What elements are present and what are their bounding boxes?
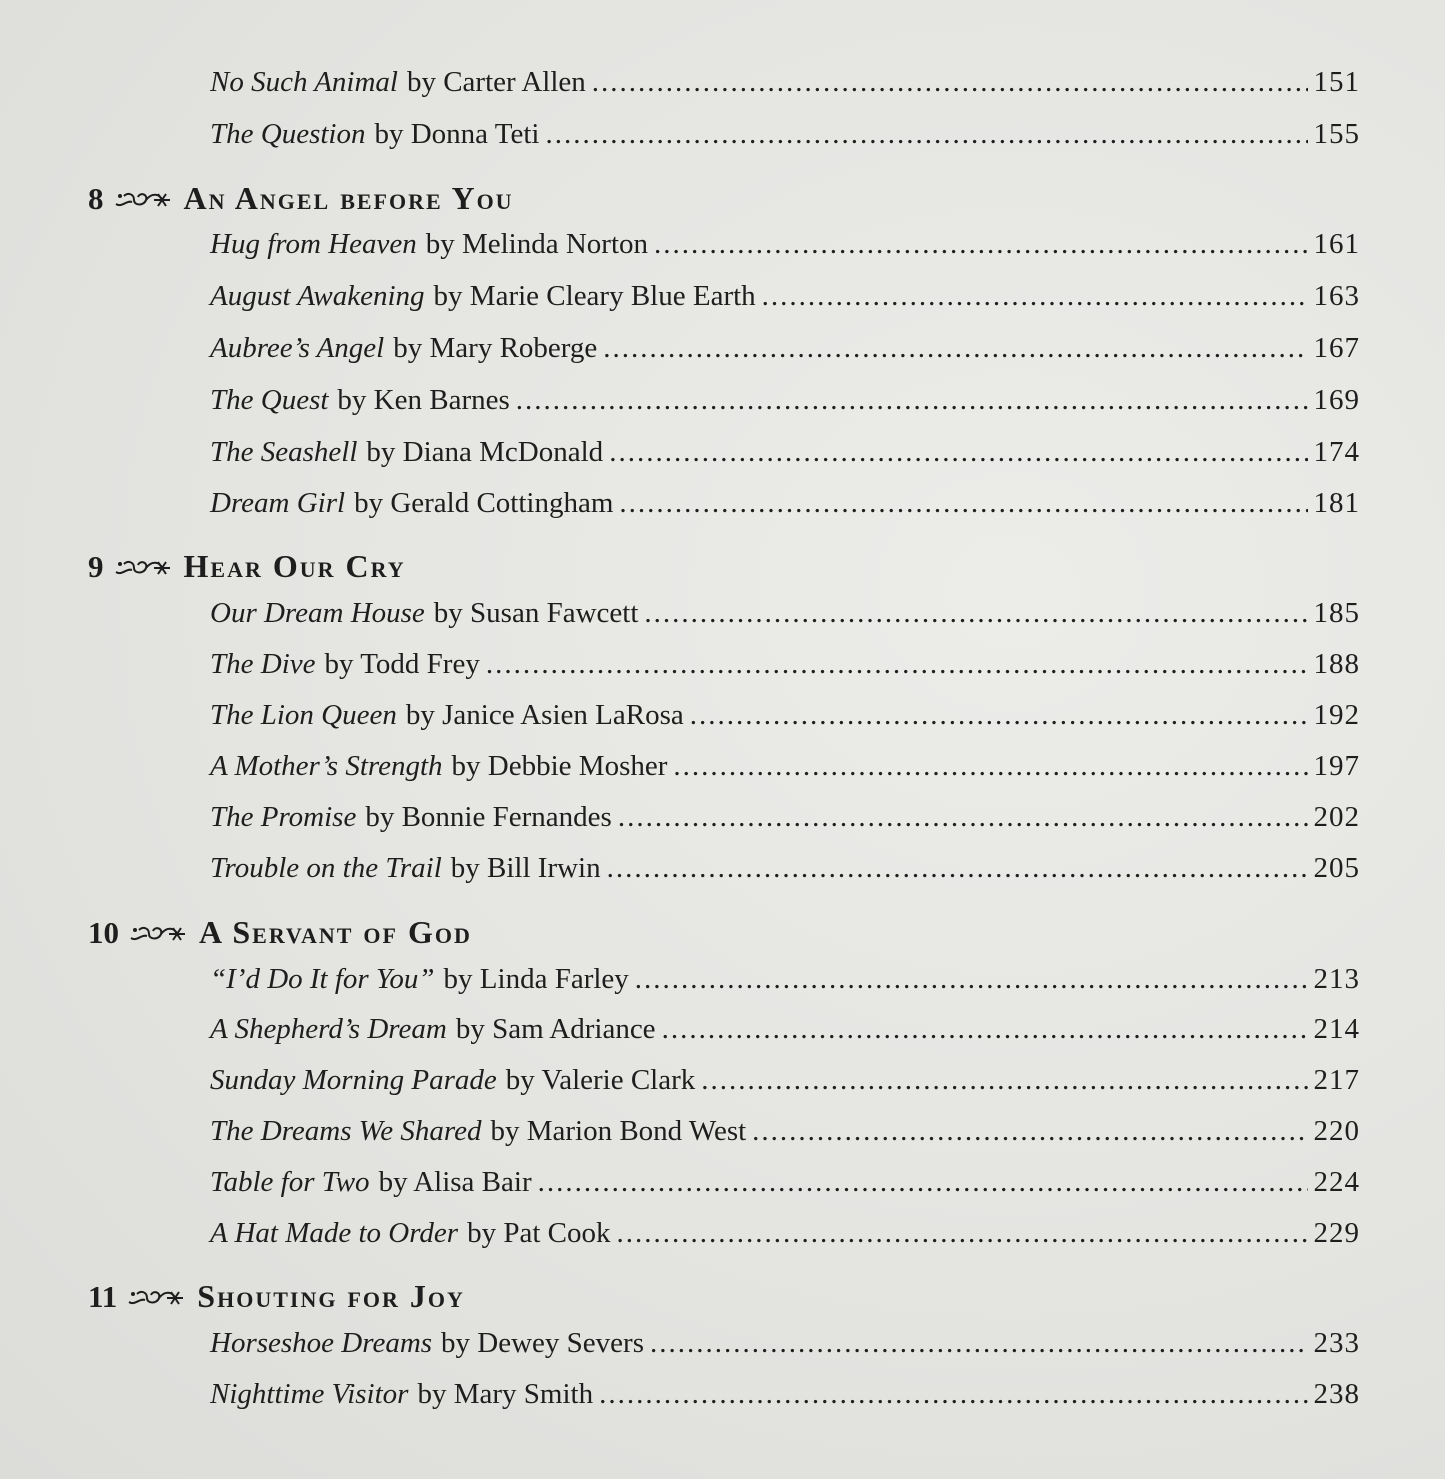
toc-entry <box>210 1066 1360 1095</box>
entry-author: by Dewey Severs <box>441 1327 644 1359</box>
entry-title: Our Dream House <box>210 597 425 629</box>
entry-page-number: 213 <box>1313 963 1360 995</box>
toc-entry <box>210 386 1360 415</box>
dot-leader <box>609 438 1307 467</box>
toc-entry <box>210 1219 1360 1248</box>
entry-page-number: 202 <box>1313 801 1360 833</box>
dot-leader <box>662 1015 1308 1044</box>
entry-title: Aubree’s Angel <box>210 332 385 364</box>
toc-entry <box>210 854 1360 883</box>
entry-author: by Todd Frey <box>324 648 480 680</box>
entry-title: The Dreams We Shared <box>210 1115 482 1147</box>
toc-entry <box>210 334 1360 363</box>
entry-title: Trouble on the Trail <box>210 852 442 884</box>
dot-leader <box>538 1168 1308 1197</box>
dot-leader <box>618 803 1308 832</box>
entry-author: by Marie Cleary Blue Earth <box>433 280 756 312</box>
chapter-number: 9 <box>88 549 104 584</box>
chapter-number: 11 <box>88 1279 118 1314</box>
entry-title: The Dive <box>210 648 316 680</box>
dot-leader <box>545 120 1307 149</box>
toc-entry <box>210 282 1360 311</box>
dot-leader <box>619 489 1307 518</box>
entry-page-number: 192 <box>1313 699 1360 731</box>
entry-title: The Lion Queen <box>210 699 397 731</box>
chapter-number: 10 <box>88 915 119 950</box>
dot-leader <box>762 282 1308 311</box>
chapter-title: An Angel before You <box>183 180 514 216</box>
entry-title: A Mother’s Strength <box>210 750 443 782</box>
dot-leader <box>690 701 1308 730</box>
entry-page-number: 233 <box>1313 1327 1360 1359</box>
dot-leader <box>644 599 1307 628</box>
toc-entry <box>210 1168 1360 1197</box>
entry-page-number: 197 <box>1313 750 1360 782</box>
dot-leader <box>650 1329 1308 1358</box>
dot-leader <box>752 1117 1307 1146</box>
entry-author: by Carter Allen <box>406 66 586 98</box>
chapter-heading-11 <box>88 1278 465 1315</box>
entry-author: by Sam Adriance <box>455 1013 656 1045</box>
entry-author: by Melinda Norton <box>425 228 649 260</box>
dot-leader <box>701 1066 1307 1095</box>
dot-leader <box>607 854 1308 883</box>
toc-entry <box>210 1329 1360 1358</box>
entry-page-number: 188 <box>1313 648 1360 680</box>
entry-author: by Bill Irwin <box>450 852 601 884</box>
entry-author: by Janice Asien LaRosa <box>405 699 684 731</box>
entry-title: A Shepherd’s Dream <box>210 1013 447 1045</box>
entry-title: Horseshoe Dreams <box>210 1327 433 1359</box>
entry-title: No Such Animal <box>210 66 398 98</box>
dot-leader <box>603 334 1307 363</box>
entry-page-number: 214 <box>1313 1013 1360 1045</box>
toc-entry <box>210 1015 1360 1044</box>
dot-leader <box>673 752 1307 781</box>
entry-title: The Question <box>210 118 366 150</box>
chapter-heading-10 <box>88 914 472 951</box>
entry-author: by Donna Teti <box>374 118 540 150</box>
toc-entry <box>210 599 1360 628</box>
entry-author: by Bonnie Fernandes <box>365 801 612 833</box>
toc-entry <box>210 701 1360 730</box>
dot-leader <box>592 68 1308 97</box>
chapter-title: Hear Our Cry <box>183 548 406 584</box>
toc-entry <box>210 1380 1360 1409</box>
fleuron-ornament-icon <box>114 556 172 580</box>
entry-title: Sunday Morning Parade <box>210 1064 497 1096</box>
entry-author: by Debbie Mosher <box>451 750 668 782</box>
chapter-heading-9 <box>88 548 406 585</box>
entry-page-number: 169 <box>1313 384 1360 416</box>
entry-page-number: 174 <box>1313 436 1360 468</box>
entry-title: Table for Two <box>210 1166 370 1198</box>
entry-title: Dream Girl <box>210 487 346 519</box>
toc-entry <box>210 120 1360 149</box>
toc-entry <box>210 650 1360 679</box>
entry-title: A Hat Made to Order <box>210 1217 459 1249</box>
entry-page-number: 238 <box>1313 1378 1360 1410</box>
entry-page-number: 155 <box>1313 118 1360 150</box>
entry-title: The Promise <box>210 801 357 833</box>
entry-page-number: 224 <box>1313 1166 1360 1198</box>
fleuron-ornament-icon <box>114 188 172 212</box>
toc-entry <box>210 1117 1360 1146</box>
entry-title: The Seashell <box>210 436 358 468</box>
entry-author: by Pat Cook <box>467 1217 611 1249</box>
entry-page-number: 181 <box>1313 487 1360 519</box>
entry-page-number: 167 <box>1313 332 1360 364</box>
entry-author: by Mary Roberge <box>393 332 598 364</box>
entry-author: by Diana McDonald <box>366 436 604 468</box>
entry-author: by Susan Fawcett <box>433 597 639 629</box>
entry-author: by Marion Bond West <box>490 1115 747 1147</box>
entry-author: by Linda Farley <box>443 963 629 995</box>
toc-entry <box>210 965 1360 994</box>
entry-page-number: 151 <box>1313 66 1360 98</box>
entry-author: by Alisa Bair <box>378 1166 532 1198</box>
toc-entry <box>210 752 1360 781</box>
entry-title: Nighttime Visitor <box>210 1378 409 1410</box>
entry-author: by Mary Smith <box>417 1378 594 1410</box>
dot-leader <box>599 1380 1307 1409</box>
fleuron-ornament-icon <box>129 922 187 946</box>
entry-author: by Valerie Clark <box>505 1064 696 1096</box>
dot-leader <box>635 965 1308 994</box>
dot-leader <box>516 386 1308 415</box>
chapter-title: Shouting for Joy <box>197 1278 465 1314</box>
entry-page-number: 161 <box>1313 228 1360 260</box>
toc-entry <box>210 230 1360 259</box>
chapter-title: A Servant of God <box>199 914 472 950</box>
entry-author: by Ken Barnes <box>337 384 510 416</box>
entry-page-number: 205 <box>1313 852 1360 884</box>
entry-page-number: 217 <box>1313 1064 1360 1096</box>
toc-entry <box>210 438 1360 467</box>
dot-leader <box>654 230 1307 259</box>
fleuron-ornament-icon <box>127 1286 185 1310</box>
dot-leader <box>617 1219 1308 1248</box>
entry-title: August Awakening <box>210 280 425 312</box>
toc-entry <box>210 68 1360 97</box>
dot-leader <box>486 650 1308 679</box>
entry-title: “I’d Do It for You” <box>210 963 435 995</box>
chapter-number: 8 <box>88 181 104 216</box>
entry-page-number: 163 <box>1313 280 1360 312</box>
entry-page-number: 185 <box>1313 597 1360 629</box>
entry-title: Hug from Heaven <box>210 228 417 260</box>
entry-author: by Gerald Cottingham <box>354 487 614 519</box>
entry-title: The Quest <box>210 384 329 416</box>
chapter-heading-8 <box>88 180 514 217</box>
toc-entry <box>210 489 1360 518</box>
toc-entry <box>210 803 1360 832</box>
entry-page-number: 229 <box>1313 1217 1360 1249</box>
entry-page-number: 220 <box>1313 1115 1360 1147</box>
